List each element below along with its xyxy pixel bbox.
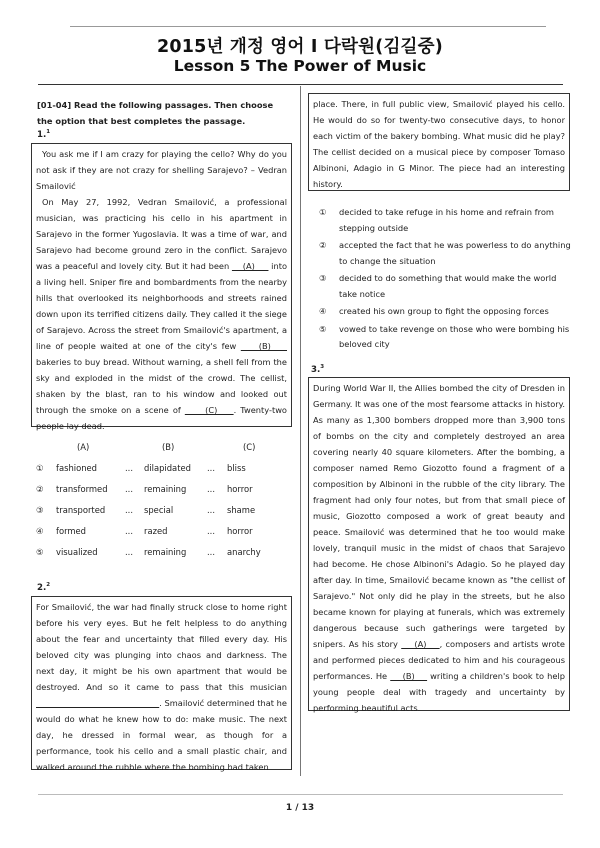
question-3-number: 3.$^3$ xyxy=(311,364,325,375)
question-2-number: 2.$^2$ xyxy=(37,582,51,593)
question-2-options xyxy=(316,205,572,355)
question-3-passage xyxy=(308,377,570,711)
option-1[interactable]: ① decided to take refuge in his home and refrain from stepping outside xyxy=(319,207,554,233)
option-3[interactable]: ③ decided to do something that would make the world take notice xyxy=(319,273,557,299)
page-number: 1 / 13 xyxy=(285,803,315,813)
header-rule xyxy=(38,84,563,85)
answer-option-5[interactable]: ⑤ visualized ... remaining ... anarchy xyxy=(36,547,261,557)
blank-q2 xyxy=(36,698,159,708)
question-1-number: 1.$^1$ xyxy=(37,129,51,140)
lesson-subtitle: Lesson 5 The Power of Music xyxy=(173,57,427,75)
blank-q3-b: (B) xyxy=(390,671,428,681)
answer-option-4[interactable]: ④ formed ... razed ... horror xyxy=(36,526,253,536)
answer-header-b: (B) xyxy=(162,442,175,452)
document-title: 2015년 개정 영어 I 다락원(김길중) xyxy=(157,37,443,57)
option-4[interactable]: ④ created his own group to fight the opposing forces xyxy=(319,306,549,316)
answer-option-1[interactable]: ① fashioned ... dilapidated ... bliss xyxy=(36,463,246,473)
answer-option-2[interactable]: ② transformed ... remaining ... horror xyxy=(36,484,253,494)
passage-1-quote: You ask me if I am crazy for playing the cello? Why do you not ask if they are not crazy for shelling Sarajevo? – Vedran Smailović xyxy=(36,149,287,191)
blank-b: (B) xyxy=(240,341,287,351)
top-rule xyxy=(70,26,546,27)
passage-3-body: During World War II, the Allies bombed the city of Dresden in Germany. It was one of the most fearsome attacks in history. As many as 1,300 bombers dropped more than 3,900 tons of bombs on the city and completely destroyed an area covering nearly 40 square kilometers. After the bombing, a composer named Remo Giozotto found a fragment of a composition by Albinoni in the rubble of the city library. The fragment had only four notes, but from that small piece of music, Giozotto composed a work of great beauty and peace. Smailović was determined that he too would make lovely, tranquil music in the midst of chaos that Sarajevo had become. He chose Albinoni's Adagio. So he played day after day. In time, Smailović became known as "the cellist of Sarajevo." Not only did he play in the streets, but he also became known for playing at funerals, which was extremely dangerous because such gatherings were targeted by snipers. As his story (A) , composers and artists wrote and performed pieces dedicated to him and his courageous performances. He (B) writing a children's book to help young people deal with tragedy and uncertainty by performing beautiful acts. xyxy=(313,383,566,713)
passage-1-body: On May 27, 1992, Vedran Smailović, a professional musician, was practicing his cello in his apartment in Sarajevo in the former Yugoslavia. It was a time of war, and Sarajevo had become ground zero in the conflict. Sarajevo was a peaceful and lovely city. But it had been (A) into a living hell. Sniper fire and bombardments from the nearby hills that overlooked its neighborhoods and streets rained down upon its terrified citizens daily. They called it the siege of Sarajevo. Across the street from Smailović's apartment, a line of people waited at one of the city's few (B) bakeries to buy bread. Without warning, a shell fell from the sky and exploded in the midst of the crowd. The cellist, shaken by the blast, ran to his window and looked out through the smoke on a scene of (C) . Twenty-two people lay dead. xyxy=(36,197,287,431)
option-2[interactable]: ② accepted the fact that he was powerless to do anything to change the situation xyxy=(319,240,571,266)
instructions: [01-04] Read the following passages. Then choose the option that best completes the passage. xyxy=(37,100,274,126)
question-1-passage xyxy=(31,143,292,431)
answer-header-a: (A) xyxy=(77,442,90,452)
blank-c: (C) xyxy=(184,405,234,415)
answer-option-3[interactable]: ③ transported ... special ... shame xyxy=(36,505,256,515)
option-5[interactable]: ⑤ vowed to take revenge on those who were bombing his beloved city xyxy=(319,323,570,349)
passage-2-body: For Smailović, the war had finally struck close to home right before his very eyes. But he felt helpless to do anything about the fear and uncertainty that filled every day. His beloved city was plunging into chaos and darkness. The next day, it might be his own apartment that would be destroyed. And so it came to pass that this musician . Smailović determined that he would do what he knew how to do: make music. The next day, he dressed in formal wear, as though for a performance, took his cello and a small plastic chair, and walked around the rubble where the bombing had taken xyxy=(36,602,287,772)
answer-header-c: (C) xyxy=(243,442,256,452)
footer-rule xyxy=(38,794,563,795)
column-divider xyxy=(300,86,301,776)
blank-a: (A) xyxy=(231,261,269,271)
blank-q3-a: (A) xyxy=(401,639,440,649)
question-2-passage xyxy=(31,596,292,770)
question-2-passage-continued: place. There, in full public view, Smailović played his cello. He would do so for twenty-two consecutive days, to honor each victim of the bakery bombing. What music did he play? The cellist decided on a musical piece by composer Tomaso Albinoni, Adagio in G Minor. The piece had an interesting history. xyxy=(308,93,570,191)
